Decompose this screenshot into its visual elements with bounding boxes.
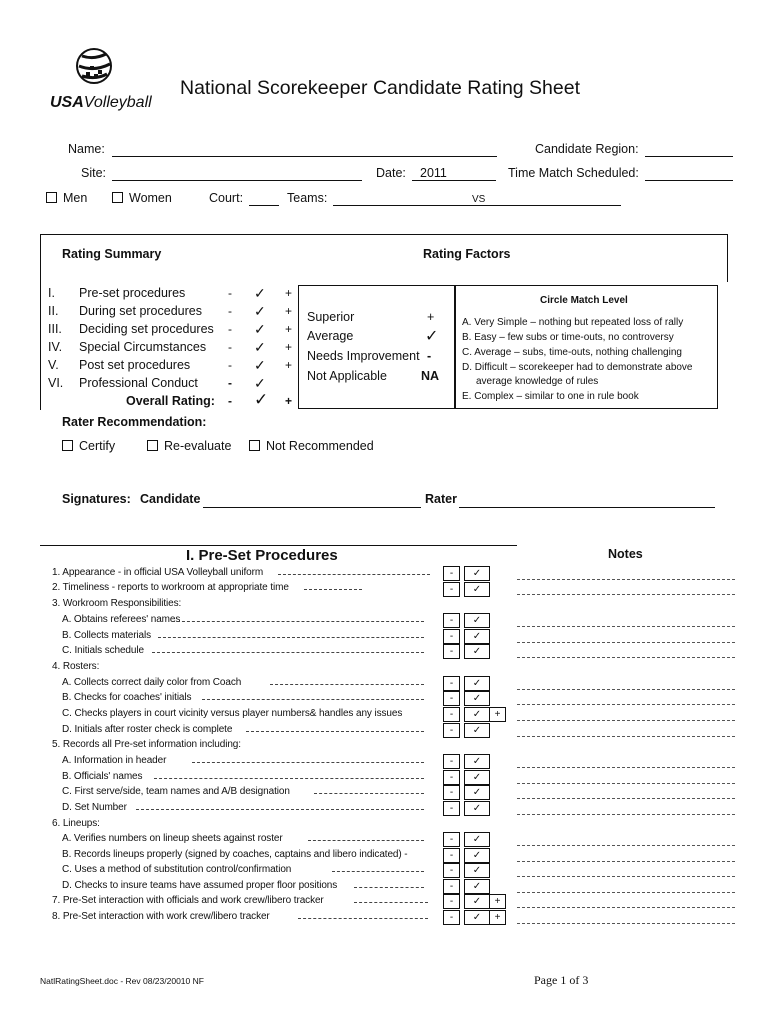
r5d-minus[interactable]: - [443,801,460,816]
notes-line[interactable] [517,845,735,846]
notes-line[interactable] [517,876,735,877]
r3c-minus[interactable]: - [443,644,460,659]
rating-factors-list [307,310,447,390]
r4b-minus[interactable]: - [443,691,460,706]
candidate-signature-field[interactable] [203,507,421,508]
r7-minus[interactable]: - [443,894,460,909]
summary-2-plus[interactable]: + [285,304,293,318]
notes-line[interactable] [517,861,735,862]
summary-label-1: Pre-set procedures [79,286,186,300]
r6d-check[interactable]: ✓ [464,879,490,894]
r6a-minus[interactable]: - [443,832,460,847]
time-scheduled-field[interactable] [645,180,733,181]
summary-5-plus[interactable]: + [285,358,293,372]
r5b-minus[interactable]: - [443,770,460,785]
notes-line[interactable] [517,767,735,768]
summary-marks [224,286,299,416]
overall-check[interactable]: ✓ [254,390,269,409]
preset-line-4b: B. Checks for coaches' initials [62,692,424,703]
r3b-check[interactable]: ✓ [464,629,490,644]
summary-num-6: VI. [48,376,64,390]
preset-line-7: 7. Pre-Set interaction with officials and work crew/libero tracker [52,895,428,906]
level-a[interactable]: A. Very Simple – nothing but repeated loss of rally [462,317,684,328]
summary-5-check[interactable]: ✓ [254,357,266,373]
summary-left-rule [40,234,41,410]
notes-line[interactable] [517,892,735,893]
summary-3-check[interactable]: ✓ [254,321,266,337]
notes-line[interactable] [517,907,735,908]
notes-line[interactable] [517,814,735,815]
summary-2-minus[interactable]: - [228,304,232,318]
summary-6-minus[interactable]: - [228,376,232,390]
r7-check[interactable]: ✓ [464,894,490,909]
r2-minus[interactable]: - [443,582,460,597]
factor-average-symbol: ✓ [425,328,439,345]
preset-line-5: 5. Records all Pre-set information including: [52,739,241,750]
not-recommended-label: Not Recommended [266,439,374,453]
site-label: Site: [81,166,107,180]
r4b-check[interactable]: ✓ [464,691,490,706]
summary-6-check[interactable]: ✓ [254,375,266,391]
overall-rating-label: Overall Rating: [126,394,215,408]
summary-4-minus[interactable]: - [228,340,232,354]
notes-line[interactable] [517,626,735,627]
page-title: National Scorekeeper Candidate Rating Sheet [180,77,581,99]
certify-label: Certify [79,439,116,453]
vs-label: VS [472,194,486,205]
summary-1-check[interactable]: ✓ [254,285,266,301]
level-d-continued: average knowledge of rules [476,376,599,387]
notes-line[interactable] [517,720,735,721]
site-field[interactable] [112,180,362,181]
men-checkbox[interactable] [46,192,57,203]
r5a-minus[interactable]: - [443,754,460,769]
preset-line-6: 6. Lineups: [52,818,100,829]
factor-average: Average [307,329,354,343]
r4c-minus[interactable]: - [443,707,460,722]
r6b-check[interactable]: ✓ [464,848,490,863]
preset-line-4a: A. Collects correct daily color from Coach [62,677,424,688]
reevaluate-option[interactable] [147,439,231,453]
footer-file-info: NatlRatingSheet.doc - Rev 08/23/20010 NF [40,976,204,986]
factor-needs-improvement-symbol: - [427,349,432,363]
r6c-minus[interactable]: - [443,863,460,878]
notes-heading: Notes [608,547,643,561]
r6a-check[interactable]: ✓ [464,832,490,847]
r1-check[interactable]: ✓ [464,566,490,581]
preset-line-3a: A. Obtains referees' names [62,614,424,625]
notes-line[interactable] [517,783,735,784]
r3a-check[interactable]: ✓ [464,613,490,628]
overall-minus[interactable]: - [228,394,232,408]
preset-line-5b: B. Officials' names [62,771,424,782]
factor-not-applicable: Not Applicable [307,369,387,383]
summary-label-6: Professional Conduct [79,376,198,390]
women-checkbox[interactable] [112,192,123,203]
summary-num-5: V. [48,358,59,372]
r4a-minus[interactable]: - [443,676,460,691]
summary-5-minus[interactable]: - [228,358,232,372]
factor-superior: Superior [307,310,355,324]
r2-check[interactable]: ✓ [464,582,490,597]
preset-section-title: I. Pre-Set Procedures [186,547,338,564]
preset-line-6a: A. Verifies numbers on lineup sheets against roster [62,833,424,844]
r5c-check[interactable]: ✓ [464,785,490,800]
summary-num-3: III. [48,322,62,336]
r8-minus[interactable]: - [443,910,460,925]
summary-label-5: Post set procedures [79,358,191,372]
usa-volleyball-logo [50,46,150,116]
r5c-minus[interactable]: - [443,785,460,800]
match-levels [462,317,714,407]
factor-needs-improvement: Needs Improvement [307,349,420,363]
not-recommended-checkbox[interactable] [249,440,260,451]
preset-line-3c: C. Initials schedule [62,645,424,656]
circle-match-level-heading: Circle Match Level [540,295,628,306]
notes-line[interactable] [517,798,735,799]
not-recommended-option[interactable] [249,439,374,453]
rating-summary-heading: Rating Summary [62,247,162,261]
reevaluate-label: Re-evaluate [164,439,232,453]
notes-line[interactable] [517,923,735,924]
time-scheduled-label: Time Match Scheduled: [508,166,639,180]
summary-label-4: Special Circumstances [79,340,207,354]
rater-signature-label: Rater [425,492,457,506]
summary-4-check[interactable]: ✓ [254,339,266,355]
r4a-check[interactable]: ✓ [464,676,490,691]
summary-1-plus[interactable]: + [285,286,293,300]
notes-line[interactable] [517,736,735,737]
date-value: 2011 [420,166,447,180]
summary-3-plus[interactable]: + [285,322,293,336]
preset-line-4c: C. Checks players in court vicinity versus player numbers& handles any issues [62,708,403,719]
overall-plus[interactable]: + [285,394,293,408]
summary-1-minus[interactable]: - [228,286,232,300]
preset-line-3b: B. Collects materials [62,630,424,641]
court-label: Court: [209,191,244,205]
r6b-minus[interactable]: - [443,848,460,863]
section-top-rule [40,545,517,546]
preset-line-6c: C. Uses a method of substitution control/confirmation [62,864,424,875]
notes-line[interactable] [517,657,735,658]
preset-line-3: 3. Workroom Responsibilities: [52,598,182,609]
summary-label-3: Deciding set procedures [79,322,214,336]
r4d-minus[interactable]: - [443,723,460,738]
rater-recommendation-label: Rater Recommendation: [62,415,207,429]
summary-num-4: IV. [48,340,63,354]
reevaluate-checkbox[interactable] [147,440,158,451]
men-label: Men [63,191,88,205]
preset-line-5d: D. Set Number [62,802,424,813]
r6d-minus[interactable]: - [443,879,460,894]
notes-line[interactable] [517,579,735,580]
level-e[interactable]: E. Complex – similar to one in rule book [462,391,639,402]
rating-factors-heading: Rating Factors [423,247,511,261]
factor-superior-symbol: + [427,310,435,324]
preset-line-2: 2. Timeliness - reports to workroom at appropriate time [52,582,362,593]
notes-line[interactable] [517,689,735,690]
date-field[interactable] [412,180,496,181]
preset-line-6d: D. Checks to insure teams have assumed proper floor positions [62,880,424,891]
r3a-minus[interactable]: - [443,613,460,628]
signatures-label: Signatures: [62,492,131,506]
preset-line-6b: B. Records lineups properly (signed by coaches, captains and libero indicated) - [62,849,408,860]
teams-label: Teams: [287,191,328,205]
r5d-check[interactable]: ✓ [464,801,490,816]
preset-line-5c: C. First serve/side, team names and A/B designation [62,786,424,797]
notes-line[interactable] [517,642,735,643]
r5a-check[interactable]: ✓ [464,754,490,769]
preset-line-4d: D. Initials after roster check is complete [62,724,424,735]
volleyball-icon [74,46,114,86]
summary-num-2: II. [48,304,59,318]
r4c-plus[interactable]: + [489,707,506,722]
r1-minus[interactable]: - [443,566,460,581]
summary-top-rule [40,234,728,235]
level-d[interactable]: D. Difficult – scorekeeper had to demonstrate above [462,362,693,373]
summary-num-1: I. [48,286,55,300]
candidate-signature-label: Candidate [140,492,201,506]
r8-plus[interactable]: + [489,910,506,925]
teams-field[interactable] [333,205,621,206]
preset-line-5a: A. Information in header [62,755,424,766]
rater-signature-field[interactable] [459,507,715,508]
name-field[interactable] [112,156,497,157]
factor-not-applicable-symbol: NA [421,369,440,383]
summary-2-check[interactable]: ✓ [254,303,266,319]
r3c-check[interactable]: ✓ [464,644,490,659]
r4d-check[interactable]: ✓ [464,723,490,738]
r7-plus[interactable]: + [489,894,506,909]
r3b-minus[interactable]: - [443,629,460,644]
page-number: Page 1 of 3 [534,973,589,987]
logo-usa-text: USA [50,94,84,111]
women-label: Women [129,191,172,205]
r8-check[interactable]: ✓ [464,910,490,925]
summary-right-rule [727,234,728,282]
r6c-check[interactable]: ✓ [464,863,490,878]
level-b[interactable]: B. Easy – few subs or time-outs, no controversy [462,332,674,343]
notes-line[interactable] [517,594,735,595]
court-field[interactable] [249,205,279,206]
candidate-region-field[interactable] [645,156,733,157]
women-option[interactable] [112,191,172,205]
logo-volleyball-text: Volleyball [83,94,152,111]
r5b-check[interactable]: ✓ [464,770,490,785]
summary-3-minus[interactable]: - [228,322,232,336]
r4c-check[interactable]: ✓ [464,707,490,722]
summary-4-plus[interactable]: + [285,340,293,354]
preset-line-1: 1. Appearance - in official USA Volleyball uniform [52,567,430,578]
candidate-region-label: Candidate Region: [535,142,639,156]
date-label: Date: [376,166,406,180]
name-label: Name: [68,142,105,156]
preset-line-4: 4. Rosters: [52,661,100,672]
men-option[interactable] [46,191,87,205]
certify-option[interactable] [62,439,115,453]
summary-label-2: During set procedures [79,304,202,318]
certify-checkbox[interactable] [62,440,73,451]
notes-line[interactable] [517,704,735,705]
level-c[interactable]: C. Average – subs, time-outs, nothing challenging [462,347,682,358]
preset-line-8: 8. Pre-Set interaction with work crew/libero tracker [52,911,428,922]
